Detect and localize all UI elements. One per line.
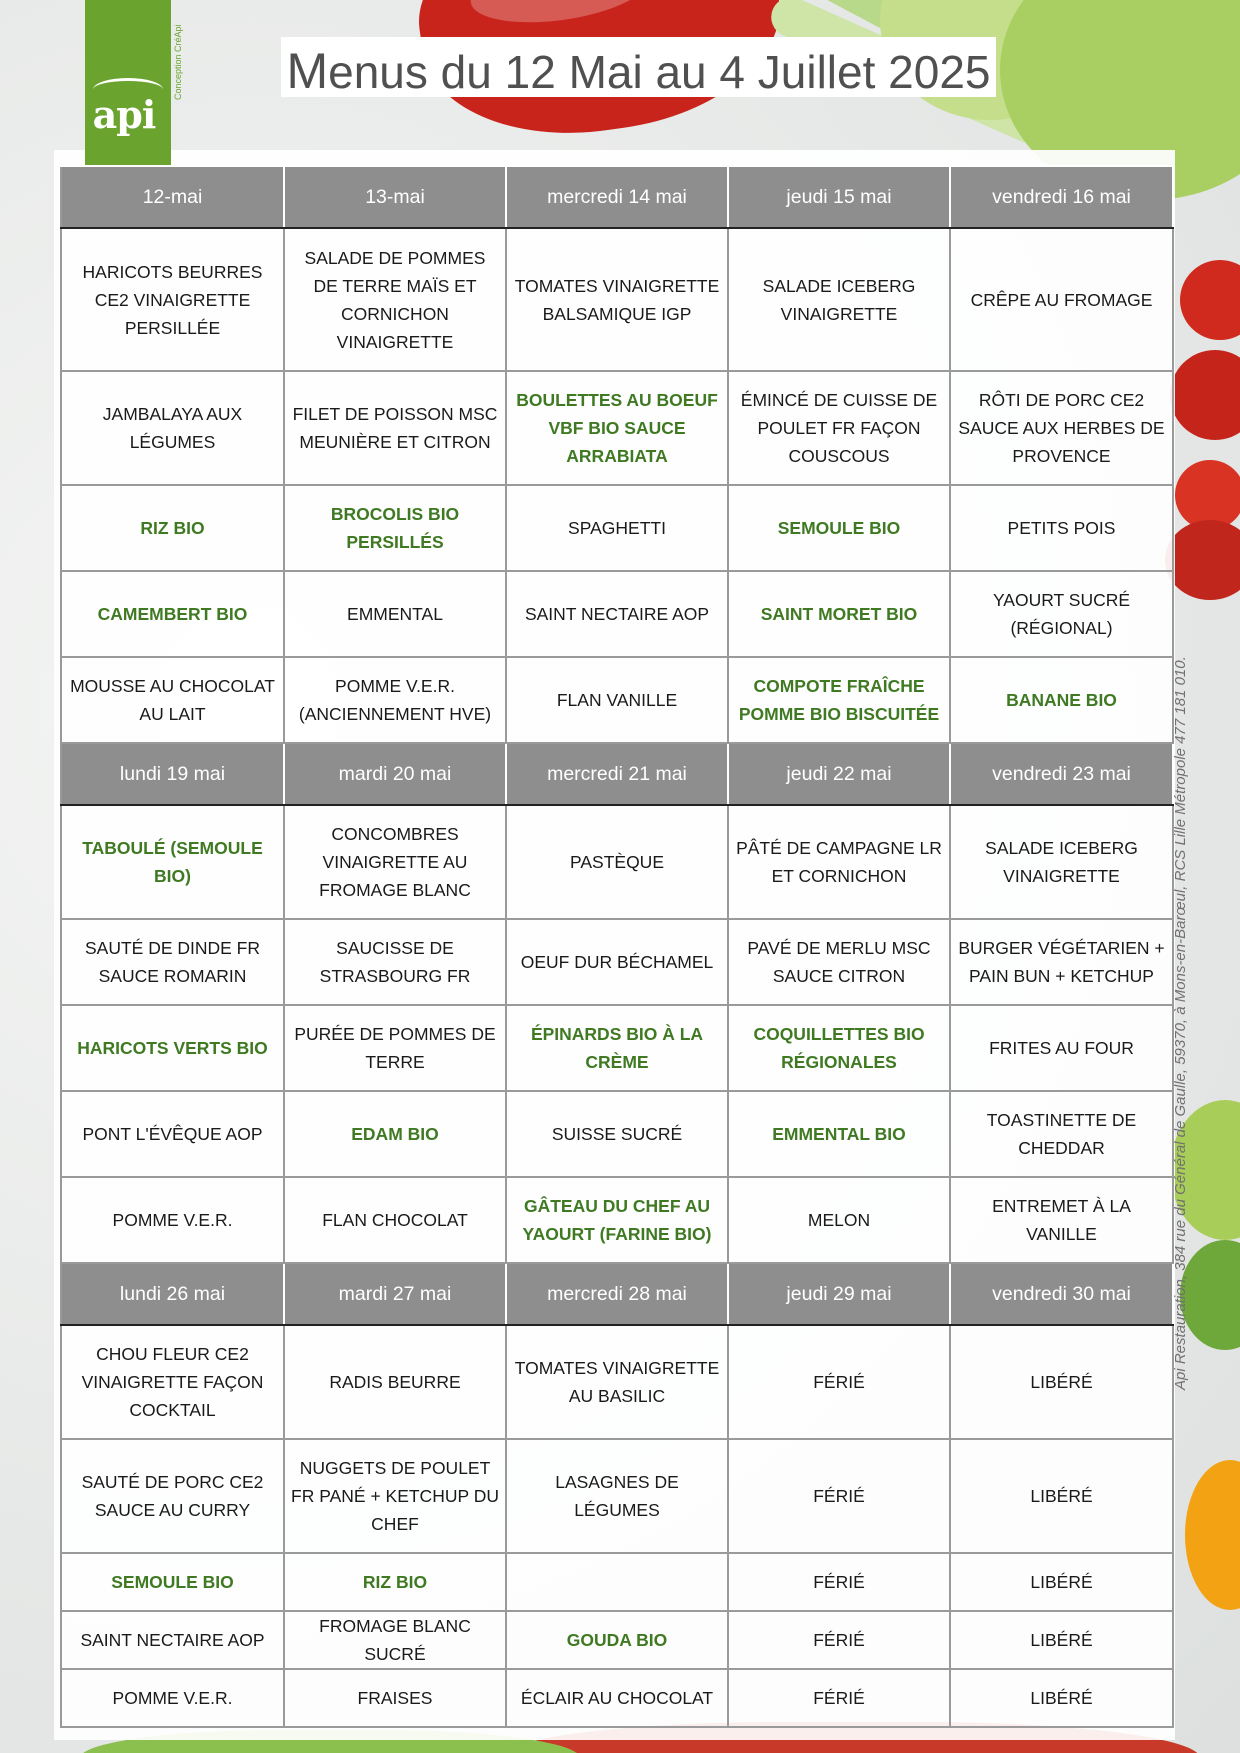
api-logo [85, 0, 183, 165]
menu-course-row [61, 1091, 1173, 1177]
menu-dish-cell: SAINT NECTAIRE AOP [506, 571, 728, 657]
menu-dish-cell: BOULETTES AU BOEUF VBF BIO SAUCE ARRABIATA [506, 371, 728, 485]
menu-dish-cell: ENTREMET À LA VANILLE [950, 1177, 1173, 1263]
menu-dish-cell: FLAN VANILLE [506, 657, 728, 743]
menu-dish-cell: CHOU FLEUR CE2 VINAIGRETTE FAÇON COCKTAIL [61, 1325, 284, 1439]
menu-dish-cell: PONT L'ÉVÊQUE AOP [61, 1091, 284, 1177]
title-first-letter: M [286, 43, 329, 99]
menu-dish-cell: EMMENTAL BIO [728, 1091, 950, 1177]
menu-dish-cell: SALADE ICEBERG VINAIGRETTE [950, 805, 1173, 919]
menu-dish-cell: HARICOTS BEURRES CE2 VINAIGRETTE PERSILLÉE [61, 228, 284, 371]
menu-course-row [61, 1611, 1173, 1669]
menu-course-row [61, 228, 1173, 371]
title-banner [281, 37, 996, 97]
menu-dish-cell: BROCOLIS BIO PERSILLÉS [284, 485, 506, 571]
menu-dish-cell: PASTÈQUE [506, 805, 728, 919]
day-header: 13-mai [284, 166, 506, 228]
day-header: mardi 27 mai [284, 1263, 506, 1325]
menu-dish-cell: RADIS BEURRE [284, 1325, 506, 1439]
menu-dish-cell: FÉRIÉ [728, 1325, 950, 1439]
menu-dish-cell: LIBÉRÉ [950, 1325, 1173, 1439]
menu-dish-cell: EDAM BIO [284, 1091, 506, 1177]
menu-dish-cell: FÉRIÉ [728, 1553, 950, 1611]
menu-dish-cell: BURGER VÉGÉTARIEN + PAIN BUN + KETCHUP [950, 919, 1173, 1005]
menu-dish-cell: COQUILLETTES BIO RÉGIONALES [728, 1005, 950, 1091]
menu-dish-cell: GOUDA BIO [506, 1611, 728, 1669]
menu-dish-cell: LIBÉRÉ [950, 1611, 1173, 1669]
menu-dish-cell: TOMATES VINAIGRETTE BALSAMIQUE IGP [506, 228, 728, 371]
menu-dish-cell: JAMBALAYA AUX LÉGUMES [61, 371, 284, 485]
title-rest: enus du 12 Mai au 4 Juillet 2025 [328, 46, 991, 98]
menu-dish-cell: CAMEMBERT BIO [61, 571, 284, 657]
menu-course-row [61, 485, 1173, 571]
menu-dish-cell: FILET DE POISSON MSC MEUNIÈRE ET CITRON [284, 371, 506, 485]
day-header: lundi 19 mai [61, 743, 284, 805]
menu-course-row [61, 805, 1173, 919]
day-header: mercredi 21 mai [506, 743, 728, 805]
menu-dish-cell: BANANE BIO [950, 657, 1173, 743]
menu-dish-cell: POMME V.E.R. [61, 1177, 284, 1263]
menu-dish-cell: SAUTÉ DE PORC CE2 SAUCE AU CURRY [61, 1439, 284, 1553]
menu-dish-cell: FROMAGE BLANC SUCRÉ [284, 1611, 506, 1669]
menu-course-row [61, 657, 1173, 743]
menu-course-row [61, 1669, 1173, 1727]
day-header: vendredi 16 mai [950, 166, 1173, 228]
menu-dish-cell: FÉRIÉ [728, 1669, 950, 1727]
legal-text: Api Restauration, 384 rue du Général de Gaulle, 59370, à Mons-en-Barœul, RCS Lille Métropole 477 181 010. [1172, 656, 1189, 1390]
menu-dish-cell: NUGGETS DE POULET FR PANÉ + KETCHUP DU CHEF [284, 1439, 506, 1553]
menu-course-row [61, 1553, 1173, 1611]
menu-dish-cell: SUISSE SUCRÉ [506, 1091, 728, 1177]
menu-dish-cell: ÉMINCÉ DE CUISSE DE POULET FR FAÇON COUSCOUS [728, 371, 950, 485]
menu-dish-cell: TOMATES VINAIGRETTE AU BASILIC [506, 1325, 728, 1439]
day-header: jeudi 22 mai [728, 743, 950, 805]
menu-dish-cell: ÉPINARDS BIO À LA CRÈME [506, 1005, 728, 1091]
menu-dish-cell [506, 1553, 728, 1611]
menu-dish-cell: PETITS POIS [950, 485, 1173, 571]
menu-dish-cell: GÂTEAU DU CHEF AU YAOURT (FARINE BIO) [506, 1177, 728, 1263]
menu-dish-cell: TABOULÉ (SEMOULE BIO) [61, 805, 284, 919]
menu-dish-cell: SPAGHETTI [506, 485, 728, 571]
legal-notice [1172, 550, 1192, 1390]
menu-dish-cell: COMPOTE FRAÎCHE POMME BIO BISCUITÉE [728, 657, 950, 743]
menu-dish-cell: SAINT NECTAIRE AOP [61, 1611, 284, 1669]
day-header: 12-mai [61, 166, 284, 228]
page-title [281, 42, 996, 100]
day-header: mercredi 14 mai [506, 166, 728, 228]
menu-dish-cell: EMMENTAL [284, 571, 506, 657]
week-header-row [61, 743, 1173, 805]
menu-dish-cell: TOASTINETTE DE CHEDDAR [950, 1091, 1173, 1177]
menu-dish-cell: SALADE ICEBERG VINAIGRETTE [728, 228, 950, 371]
menu-dish-cell: SAUCISSE DE STRASBOURG FR [284, 919, 506, 1005]
menu-course-row [61, 919, 1173, 1005]
menu-dish-cell: RIZ BIO [61, 485, 284, 571]
menu-dish-cell: SAUTÉ DE DINDE FR SAUCE ROMARIN [61, 919, 284, 1005]
menu-dish-cell: POMME V.E.R. [61, 1669, 284, 1727]
day-header: lundi 26 mai [61, 1263, 284, 1325]
week-header-row [61, 166, 1173, 228]
menu-dish-cell: FÉRIÉ [728, 1611, 950, 1669]
menu-dish-cell: LIBÉRÉ [950, 1553, 1173, 1611]
menu-dish-cell: FRAISES [284, 1669, 506, 1727]
menu-course-row [61, 1325, 1173, 1439]
day-header: vendredi 23 mai [950, 743, 1173, 805]
day-header: vendredi 30 mai [950, 1263, 1173, 1325]
menu-course-row [61, 1177, 1173, 1263]
menu-dish-cell: SEMOULE BIO [61, 1553, 284, 1611]
menu-dish-cell: YAOURT SUCRÉ (RÉGIONAL) [950, 571, 1173, 657]
logo-tagline: Conception CréApi [173, 24, 183, 100]
day-header: jeudi 29 mai [728, 1263, 950, 1325]
menu-dish-cell: LIBÉRÉ [950, 1439, 1173, 1553]
menu-dish-cell: ÉCLAIR AU CHOCOLAT [506, 1669, 728, 1727]
menu-dish-cell: MELON [728, 1177, 950, 1263]
menu-dish-cell: POMME V.E.R. (ANCIENNEMENT HVE) [284, 657, 506, 743]
menu-dish-cell: HARICOTS VERTS BIO [61, 1005, 284, 1091]
day-header: jeudi 15 mai [728, 166, 950, 228]
day-header: mardi 20 mai [284, 743, 506, 805]
menu-dish-cell: PURÉE DE POMMES DE TERRE [284, 1005, 506, 1091]
menu-dish-cell: SAINT MORET BIO [728, 571, 950, 657]
menu-dish-cell: FLAN CHOCOLAT [284, 1177, 506, 1263]
menu-course-row [61, 571, 1173, 657]
menu-course-row [61, 1439, 1173, 1553]
menu-dish-cell: PÂTÉ DE CAMPAGNE LR ET CORNICHON [728, 805, 950, 919]
menu-dish-cell: RÔTI DE PORC CE2 SAUCE AUX HERBES DE PROVENCE [950, 371, 1173, 485]
week-header-row [61, 1263, 1173, 1325]
menu-dish-cell: SALADE DE POMMES DE TERRE MAÏS ET CORNICHON VINAIGRETTE [284, 228, 506, 371]
menu-dish-cell: RIZ BIO [284, 1553, 506, 1611]
logo-text: api [92, 92, 156, 137]
menu-dish-cell: FÉRIÉ [728, 1439, 950, 1553]
menu-dish-cell: CONCOMBRES VINAIGRETTE AU FROMAGE BLANC [284, 805, 506, 919]
menu-dish-cell: CRÊPE AU FROMAGE [950, 228, 1173, 371]
menu-dish-cell: OEUF DUR BÉCHAMEL [506, 919, 728, 1005]
day-header: mercredi 28 mai [506, 1263, 728, 1325]
menu-course-row [61, 1005, 1173, 1091]
menu-dish-cell: LASAGNES DE LÉGUMES [506, 1439, 728, 1553]
menu-dish-cell: SEMOULE BIO [728, 485, 950, 571]
menu-dish-cell: MOUSSE AU CHOCOLAT AU LAIT [61, 657, 284, 743]
menu-table [60, 165, 1174, 1728]
menu-dish-cell: LIBÉRÉ [950, 1669, 1173, 1727]
menu-dish-cell: PAVÉ DE MERLU MSC SAUCE CITRON [728, 919, 950, 1005]
menu-course-row [61, 371, 1173, 485]
menu-dish-cell: FRITES AU FOUR [950, 1005, 1173, 1091]
